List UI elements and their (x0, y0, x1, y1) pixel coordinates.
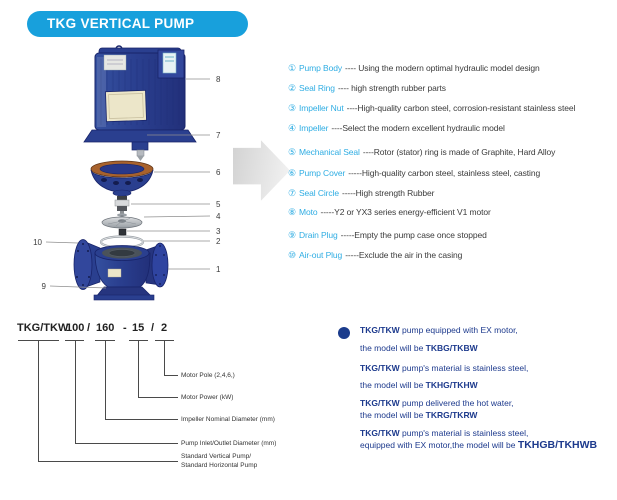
shaft-illustration (132, 142, 148, 161)
part-item-1 (288, 62, 540, 74)
part-name: Impeller Nut (298, 103, 344, 113)
label-motor-power: Motor Power (kW) (181, 394, 234, 401)
part-item-7 (288, 187, 434, 199)
part-item-5 (288, 146, 555, 158)
note-line-3: TKG/TKW pump's material is stainless steel, (360, 363, 529, 373)
inlet-flange (74, 240, 92, 290)
part-name: Seal Circle (298, 188, 339, 198)
model-code-pole: 2 (161, 322, 168, 334)
part-name: Mechanical Seal (298, 147, 360, 157)
part-number: ⑩ (288, 250, 296, 260)
pump-body-illustration (74, 240, 168, 301)
part-number: ⑧ (288, 207, 296, 217)
motor-base-flange (84, 130, 196, 142)
note-line-5: TKG/TKW pump delivered the hot water, (360, 398, 514, 408)
callout-5: 5 (216, 200, 221, 209)
connector-impeller (105, 419, 178, 420)
part-item-6 (288, 167, 540, 179)
part-number: ⑤ (288, 147, 296, 157)
part-item-10 (288, 249, 462, 261)
label-standard-vertical: Standard Vertical Pump/ (181, 453, 252, 460)
pump-exploded-diagram (20, 45, 250, 305)
label-standard-horizontal: Standard Horizontal Pump (181, 462, 258, 469)
part-name: Pump Cover (298, 168, 346, 178)
motor-nameplate (104, 55, 126, 70)
connector-inlet (75, 443, 178, 444)
part-item-3 (288, 102, 575, 114)
connector-power (138, 397, 178, 398)
leader-impeller (105, 341, 106, 419)
callout-3: 3 (216, 227, 221, 236)
pump-body-label (108, 269, 121, 277)
part-desc: ---- high strength rubber parts (337, 83, 446, 93)
part-desc: ----Rotor (stator) ring is made of Graphite, Hard Alloy (362, 147, 556, 157)
model-code-impeller: 160 (96, 322, 115, 334)
connector-pole (164, 375, 178, 376)
model-code-series: TKG/TKW (17, 322, 69, 334)
part-name: Pump Body (298, 63, 343, 73)
mechanical-seal-illustration (115, 196, 129, 214)
part-name: Seal Ring (298, 83, 335, 93)
part-desc: ---- Using the modern optimal hydraulic model design (345, 63, 540, 73)
note-line-1: TKG/TKW pump equipped with EX motor, (360, 325, 518, 335)
model-code-slash-1: / (87, 322, 91, 334)
part-item-8 (288, 206, 491, 218)
part-name: Impeller (298, 123, 329, 133)
callout-7: 7 (216, 131, 221, 140)
label-impeller-dia: Impeller Nominal Diameter (mm) (181, 416, 275, 423)
leader-inlet (75, 341, 76, 443)
note-line-2: the model will be TKBG/TKBW (360, 343, 478, 353)
pump-cover-illustration (91, 161, 153, 196)
part-desc: ----Select the modern excellent hydraulic model (331, 123, 505, 133)
bullet-icon (338, 327, 350, 339)
part-name: Drain Plug (298, 230, 338, 240)
callout-9: 9 (41, 282, 46, 291)
callout-8: 8 (216, 75, 221, 84)
part-number: ⑥ (288, 168, 296, 178)
part-number: ④ (288, 123, 296, 133)
part-item-4 (288, 122, 505, 134)
model-code-inlet: 100 (66, 322, 85, 334)
note-line-6: the model will be TKRG/TKRW (360, 410, 478, 420)
impeller-illustration (102, 213, 142, 228)
model-code-dash: - (123, 322, 127, 334)
leader-power (138, 341, 139, 397)
note-line-7: TKG/TKW pump's material is stainless steel, (360, 428, 529, 438)
part-number: ② (288, 83, 296, 93)
page-title: TKG VERTICAL PUMP (27, 11, 248, 37)
callout-4: 4 (216, 212, 221, 221)
part-item-2 (288, 82, 446, 94)
part-number: ⑨ (288, 230, 296, 240)
part-desc: -----High strength Rubber (341, 188, 435, 198)
part-name: Air-out Plug (298, 250, 343, 260)
note-line-4: the model will be TKHG/TKHW (360, 380, 478, 390)
part-item-9 (288, 229, 487, 241)
part-desc: -----Exclude the air in the casing (345, 250, 463, 260)
leader-series (38, 341, 39, 461)
part-desc: -----Empty the pump case once stopped (340, 230, 487, 240)
motor-illustration (84, 46, 196, 142)
leader-pole (164, 341, 165, 375)
label-motor-pole: Motor Pole (2,4,6,) (181, 372, 235, 379)
connector-series (38, 461, 178, 462)
callout-10: 10 (33, 238, 42, 247)
note-line-8: equipped with EX motor,the model will be TKHGB/TKHWB (360, 439, 598, 451)
part-desc: -----High-quality carbon steel, stainless steel, casting (348, 168, 541, 178)
callout-6: 6 (216, 168, 221, 177)
part-name: Moto (298, 207, 318, 217)
part-desc: ----High-quality carbon steel, corrosion-resistant stainless steel (346, 103, 576, 113)
label-inlet-outlet-dia: Pump Inlet/Outlet Diameter (mm) (181, 440, 277, 447)
callout-1: 1 (216, 265, 221, 274)
model-code-slash-2: / (151, 322, 155, 334)
motor-label (105, 90, 146, 121)
model-code-power: 15 (132, 322, 145, 334)
outlet-flange (152, 243, 168, 287)
part-desc: -----Y2 or YX3 series energy-efficient V1 motor (320, 207, 491, 217)
part-number: ① (288, 63, 296, 73)
part-number: ⑦ (288, 188, 296, 198)
part-number: ③ (288, 103, 296, 113)
callout-2: 2 (216, 237, 221, 246)
